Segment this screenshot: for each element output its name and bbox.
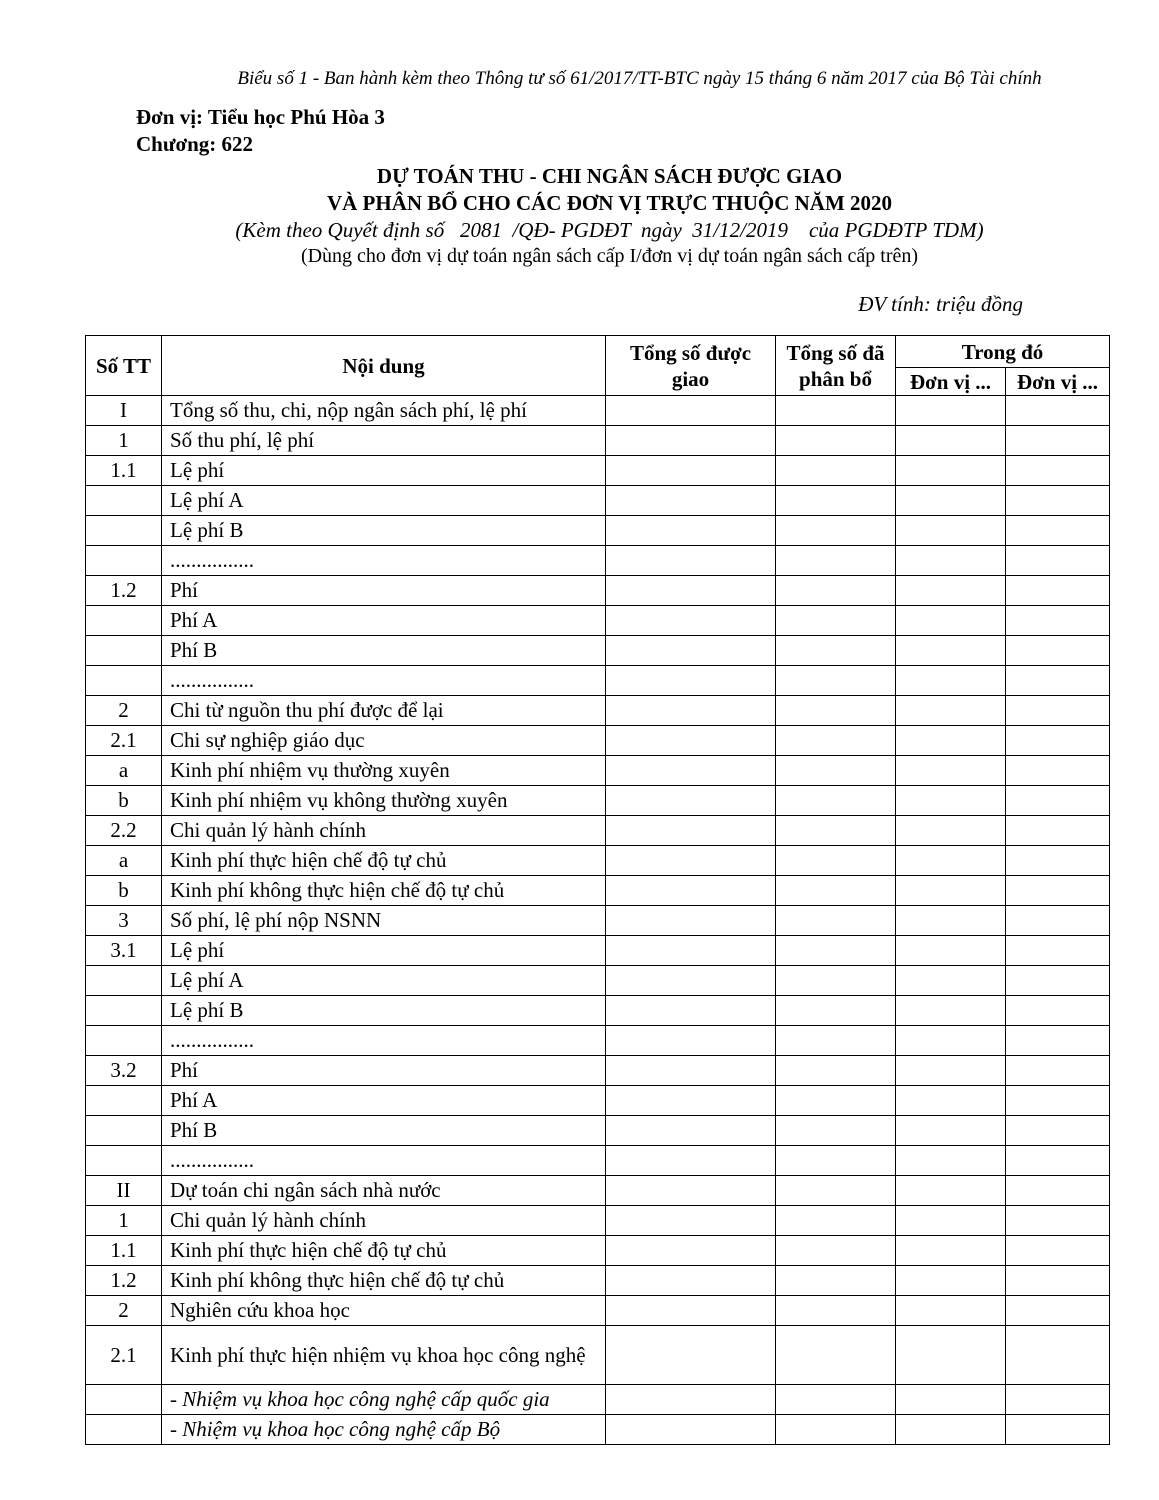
row-assigned-total xyxy=(606,906,776,936)
row-unit-1 xyxy=(896,1236,1006,1266)
row-assigned-total xyxy=(606,966,776,996)
row-assigned-total xyxy=(606,1236,776,1266)
table-row xyxy=(86,666,1110,696)
header-unit-2: Đơn vị ... xyxy=(1006,368,1110,396)
row-allocated-total xyxy=(776,1026,896,1056)
table-row xyxy=(86,576,1110,606)
row-stt: b xyxy=(86,876,162,906)
row-content: Kinh phí thực hiện chế độ tự chủ xyxy=(162,846,606,876)
row-allocated-total xyxy=(776,1146,896,1176)
row-content: Kinh phí thực hiện nhiệm vụ khoa học công nghệ xyxy=(162,1326,606,1385)
row-allocated-total xyxy=(776,546,896,576)
row-content: Lệ phí xyxy=(162,456,606,486)
row-unit-1 xyxy=(896,1146,1006,1176)
table-row xyxy=(86,1026,1110,1056)
table-row xyxy=(86,726,1110,756)
row-assigned-total xyxy=(606,996,776,1026)
row-unit-2 xyxy=(1006,1415,1110,1445)
row-unit-1 xyxy=(896,846,1006,876)
row-stt: 1 xyxy=(86,1206,162,1236)
row-unit-2 xyxy=(1006,1056,1110,1086)
row-content: Lệ phí B xyxy=(162,516,606,546)
row-unit-2 xyxy=(1006,1206,1110,1236)
budget-table xyxy=(85,335,1110,1445)
row-unit-2 xyxy=(1006,456,1110,486)
table-row xyxy=(86,816,1110,846)
row-unit-2 xyxy=(1006,816,1110,846)
table-row xyxy=(86,846,1110,876)
row-stt: b xyxy=(86,786,162,816)
row-unit-2 xyxy=(1006,1026,1110,1056)
row-unit-1 xyxy=(896,786,1006,816)
row-unit-1 xyxy=(896,696,1006,726)
table-row xyxy=(86,1326,1110,1385)
table-row xyxy=(86,906,1110,936)
table-row xyxy=(86,396,1110,426)
row-assigned-total xyxy=(606,396,776,426)
row-content: Kinh phí nhiệm vụ thường xuyên xyxy=(162,756,606,786)
row-content: Lệ phí B xyxy=(162,996,606,1026)
currency-unit-note: ĐV tính: triệu đồng xyxy=(858,292,1023,316)
row-content: Phí A xyxy=(162,606,606,636)
header-allocated-total: Tổng số đã phân bổ xyxy=(776,336,896,396)
row-unit-1 xyxy=(896,1206,1006,1236)
row-content: Lệ phí A xyxy=(162,486,606,516)
row-unit-2 xyxy=(1006,876,1110,906)
row-unit-1 xyxy=(896,426,1006,456)
row-stt xyxy=(86,1116,162,1146)
row-unit-2 xyxy=(1006,546,1110,576)
row-content: Lệ phí xyxy=(162,936,606,966)
row-assigned-total xyxy=(606,786,776,816)
row-stt: 2.1 xyxy=(86,726,162,756)
row-content: ................ xyxy=(162,1026,606,1056)
row-content: ................ xyxy=(162,666,606,696)
row-stt: 2 xyxy=(86,696,162,726)
row-allocated-total xyxy=(776,1415,896,1445)
row-stt xyxy=(86,606,162,636)
row-stt: 2.2 xyxy=(86,816,162,846)
row-unit-1 xyxy=(896,636,1006,666)
row-content: Số thu phí, lệ phí xyxy=(162,426,606,456)
row-unit-2 xyxy=(1006,396,1110,426)
row-allocated-total xyxy=(776,1056,896,1086)
row-unit-2 xyxy=(1006,996,1110,1026)
row-unit-1 xyxy=(896,1056,1006,1086)
row-unit-1 xyxy=(896,456,1006,486)
row-unit-1 xyxy=(896,546,1006,576)
row-unit-2 xyxy=(1006,846,1110,876)
row-assigned-total xyxy=(606,1086,776,1116)
unit-name: Đơn vị: Tiểu học Phú Hòa 3 xyxy=(136,105,385,129)
row-assigned-total xyxy=(606,486,776,516)
row-content: ................ xyxy=(162,1146,606,1176)
row-unit-1 xyxy=(896,996,1006,1026)
row-assigned-total xyxy=(606,1385,776,1415)
row-content: Số phí, lệ phí nộp NSNN xyxy=(162,906,606,936)
row-unit-1 xyxy=(896,1326,1006,1385)
chapter-code: Chương: 622 xyxy=(136,132,253,156)
row-stt: 3.2 xyxy=(86,1056,162,1086)
table-row xyxy=(86,1296,1110,1326)
row-unit-1 xyxy=(896,1385,1006,1415)
row-unit-2 xyxy=(1006,636,1110,666)
row-allocated-total xyxy=(776,1385,896,1415)
row-content: Kinh phí không thực hiện chế độ tự chủ xyxy=(162,1266,606,1296)
row-content: Kinh phí nhiệm vụ không thường xuyên xyxy=(162,786,606,816)
row-assigned-total xyxy=(606,636,776,666)
row-unit-2 xyxy=(1006,1326,1110,1385)
row-unit-1 xyxy=(896,576,1006,606)
row-unit-1 xyxy=(896,486,1006,516)
row-assigned-total xyxy=(606,1415,776,1445)
row-unit-2 xyxy=(1006,756,1110,786)
row-unit-2 xyxy=(1006,966,1110,996)
title-line-1: DỰ TOÁN THU - CHI NGÂN SÁCH ĐƯỢC GIAO xyxy=(376,164,843,188)
row-unit-2 xyxy=(1006,1266,1110,1296)
row-stt: 2 xyxy=(86,1296,162,1326)
table-row xyxy=(86,696,1110,726)
table-row xyxy=(86,1056,1110,1086)
row-stt: II xyxy=(86,1176,162,1206)
row-unit-1 xyxy=(896,756,1006,786)
row-assigned-total xyxy=(606,606,776,636)
row-unit-2 xyxy=(1006,516,1110,546)
decision-reference: (Kèm theo Quyết định số 2081 /QĐ- PGDĐT ngày 31/12/2019 của PGDĐTP TDM) xyxy=(235,218,984,242)
row-allocated-total xyxy=(776,426,896,456)
header-stt: Số TT xyxy=(86,336,162,396)
table-row xyxy=(86,1086,1110,1116)
table-row xyxy=(86,546,1110,576)
row-stt: 1.2 xyxy=(86,1266,162,1296)
row-unit-1 xyxy=(896,1296,1006,1326)
row-content: ................ xyxy=(162,546,606,576)
row-assigned-total xyxy=(606,936,776,966)
row-allocated-total xyxy=(776,1236,896,1266)
row-assigned-total xyxy=(606,1326,776,1385)
table-body xyxy=(86,396,1110,1445)
row-unit-2 xyxy=(1006,606,1110,636)
row-assigned-total xyxy=(606,666,776,696)
row-stt xyxy=(86,516,162,546)
header-unit-1: Đơn vị ... xyxy=(896,368,1006,396)
row-stt: 1.1 xyxy=(86,456,162,486)
row-unit-1 xyxy=(896,876,1006,906)
row-stt: 2.1 xyxy=(86,1326,162,1385)
row-allocated-total xyxy=(776,816,896,846)
row-stt: I xyxy=(86,396,162,426)
table-row xyxy=(86,606,1110,636)
row-unit-1 xyxy=(896,666,1006,696)
row-unit-2 xyxy=(1006,936,1110,966)
row-allocated-total xyxy=(776,1266,896,1296)
row-allocated-total xyxy=(776,576,896,606)
row-allocated-total xyxy=(776,666,896,696)
row-content: Kinh phí không thực hiện chế độ tự chủ xyxy=(162,876,606,906)
row-assigned-total xyxy=(606,756,776,786)
row-stt: 1.1 xyxy=(86,1236,162,1266)
row-allocated-total xyxy=(776,846,896,876)
row-allocated-total xyxy=(776,906,896,936)
row-content: Dự toán chi ngân sách nhà nước xyxy=(162,1176,606,1206)
row-assigned-total xyxy=(606,1146,776,1176)
row-assigned-total xyxy=(606,546,776,576)
row-content: Phí B xyxy=(162,636,606,666)
row-stt xyxy=(86,1146,162,1176)
row-content: Lệ phí A xyxy=(162,966,606,996)
table-row xyxy=(86,1385,1110,1415)
header-of-which: Trong đó xyxy=(896,336,1110,368)
row-unit-2 xyxy=(1006,1176,1110,1206)
table-row xyxy=(86,456,1110,486)
row-unit-2 xyxy=(1006,1385,1110,1415)
table-row xyxy=(86,936,1110,966)
row-content: Kinh phí thực hiện chế độ tự chủ xyxy=(162,1236,606,1266)
row-unit-1 xyxy=(896,606,1006,636)
row-stt xyxy=(86,996,162,1026)
row-unit-1 xyxy=(896,516,1006,546)
row-allocated-total xyxy=(776,1176,896,1206)
table-row xyxy=(86,426,1110,456)
row-allocated-total xyxy=(776,966,896,996)
row-unit-2 xyxy=(1006,696,1110,726)
row-allocated-total xyxy=(776,876,896,906)
row-assigned-total xyxy=(606,696,776,726)
row-unit-1 xyxy=(896,396,1006,426)
row-unit-2 xyxy=(1006,426,1110,456)
row-allocated-total xyxy=(776,396,896,426)
row-unit-2 xyxy=(1006,1146,1110,1176)
usage-note: (Dùng cho đơn vị dự toán ngân sách cấp I/đơn vị dự toán ngân sách cấp trên) xyxy=(300,245,919,267)
row-allocated-total xyxy=(776,936,896,966)
table-row xyxy=(86,1206,1110,1236)
row-allocated-total xyxy=(776,786,896,816)
row-unit-1 xyxy=(896,726,1006,756)
row-unit-2 xyxy=(1006,726,1110,756)
row-allocated-total xyxy=(776,1296,896,1326)
row-allocated-total xyxy=(776,636,896,666)
row-assigned-total xyxy=(606,846,776,876)
row-stt xyxy=(86,636,162,666)
row-stt xyxy=(86,1086,162,1116)
row-assigned-total xyxy=(606,1296,776,1326)
row-allocated-total xyxy=(776,516,896,546)
row-stt: 3.1 xyxy=(86,936,162,966)
row-unit-1 xyxy=(896,1026,1006,1056)
row-unit-2 xyxy=(1006,1236,1110,1266)
table-row xyxy=(86,1176,1110,1206)
row-unit-2 xyxy=(1006,1116,1110,1146)
table-row xyxy=(86,1116,1110,1146)
row-content: Chi quản lý hành chính xyxy=(162,1206,606,1236)
row-unit-1 xyxy=(896,1116,1006,1146)
table-row xyxy=(86,1146,1110,1176)
row-stt xyxy=(86,1415,162,1445)
title-line-2: VÀ PHÂN BỔ CHO CÁC ĐƠN VỊ TRỰC THUỘC NĂM 2020 xyxy=(326,191,893,215)
table-row xyxy=(86,786,1110,816)
row-unit-1 xyxy=(896,1266,1006,1296)
row-content: Chi sự nghiệp giáo dục xyxy=(162,726,606,756)
row-unit-2 xyxy=(1006,1086,1110,1116)
table-row xyxy=(86,1236,1110,1266)
row-allocated-total xyxy=(776,1206,896,1236)
row-assigned-total xyxy=(606,1206,776,1236)
row-content: Chi từ nguồn thu phí được để lại xyxy=(162,696,606,726)
row-assigned-total xyxy=(606,726,776,756)
row-allocated-total xyxy=(776,1326,896,1385)
row-allocated-total xyxy=(776,1086,896,1116)
row-assigned-total xyxy=(606,1176,776,1206)
row-content: - Nhiệm vụ khoa học công nghệ cấp Bộ xyxy=(162,1415,606,1445)
row-assigned-total xyxy=(606,1116,776,1146)
row-stt: 1 xyxy=(86,426,162,456)
row-unit-2 xyxy=(1006,576,1110,606)
row-unit-1 xyxy=(896,1176,1006,1206)
document-title-block xyxy=(0,163,1159,269)
row-unit-1 xyxy=(896,1415,1006,1445)
row-allocated-total xyxy=(776,486,896,516)
table-row xyxy=(86,876,1110,906)
row-stt: 1.2 xyxy=(86,576,162,606)
row-unit-2 xyxy=(1006,786,1110,816)
table-row xyxy=(86,636,1110,666)
row-stt xyxy=(86,1026,162,1056)
table-row xyxy=(86,516,1110,546)
row-unit-2 xyxy=(1006,906,1110,936)
row-assigned-total xyxy=(606,426,776,456)
row-stt xyxy=(86,966,162,996)
table-row xyxy=(86,966,1110,996)
row-stt xyxy=(86,546,162,576)
row-content: Nghiên cứu khoa học xyxy=(162,1296,606,1326)
row-assigned-total xyxy=(606,1056,776,1086)
row-unit-1 xyxy=(896,906,1006,936)
row-stt xyxy=(86,486,162,516)
row-content: Phí B xyxy=(162,1116,606,1146)
table-row xyxy=(86,756,1110,786)
row-content: Tổng số thu, chi, nộp ngân sách phí, lệ phí xyxy=(162,396,606,426)
row-content: Phí xyxy=(162,1056,606,1086)
row-content: Chi quản lý hành chính xyxy=(162,816,606,846)
table-row xyxy=(86,1266,1110,1296)
row-assigned-total xyxy=(606,456,776,486)
table-row xyxy=(86,486,1110,516)
row-unit-1 xyxy=(896,816,1006,846)
row-stt xyxy=(86,1385,162,1415)
row-unit-1 xyxy=(896,1086,1006,1116)
header-content: Nội dung xyxy=(162,336,606,396)
row-content: - Nhiệm vụ khoa học công nghệ cấp quốc gia xyxy=(162,1385,606,1415)
row-stt: 3 xyxy=(86,906,162,936)
header-assigned-total: Tổng số được giao xyxy=(606,336,776,396)
row-allocated-total xyxy=(776,756,896,786)
row-content: Phí xyxy=(162,576,606,606)
row-assigned-total xyxy=(606,576,776,606)
row-allocated-total xyxy=(776,996,896,1026)
table-row xyxy=(86,996,1110,1026)
row-stt: a xyxy=(86,756,162,786)
row-content: Phí A xyxy=(162,1086,606,1116)
row-allocated-total xyxy=(776,726,896,756)
unit-info xyxy=(136,104,385,158)
row-unit-2 xyxy=(1006,666,1110,696)
row-stt xyxy=(86,666,162,696)
row-assigned-total xyxy=(606,876,776,906)
row-allocated-total xyxy=(776,606,896,636)
row-assigned-total xyxy=(606,1266,776,1296)
form-reference-note: Biểu số 1 - Ban hành kèm theo Thông tư số 61/2017/TT-BTC ngày 15 tháng 6 năm 2017 của Bộ Tài chính xyxy=(237,68,1042,89)
row-unit-2 xyxy=(1006,486,1110,516)
row-unit-1 xyxy=(896,966,1006,996)
row-assigned-total xyxy=(606,1026,776,1056)
row-allocated-total xyxy=(776,456,896,486)
row-unit-2 xyxy=(1006,1296,1110,1326)
row-assigned-total xyxy=(606,516,776,546)
row-stt: a xyxy=(86,846,162,876)
row-unit-1 xyxy=(896,936,1006,966)
table-row xyxy=(86,1415,1110,1445)
row-assigned-total xyxy=(606,816,776,846)
row-allocated-total xyxy=(776,696,896,726)
row-allocated-total xyxy=(776,1116,896,1146)
